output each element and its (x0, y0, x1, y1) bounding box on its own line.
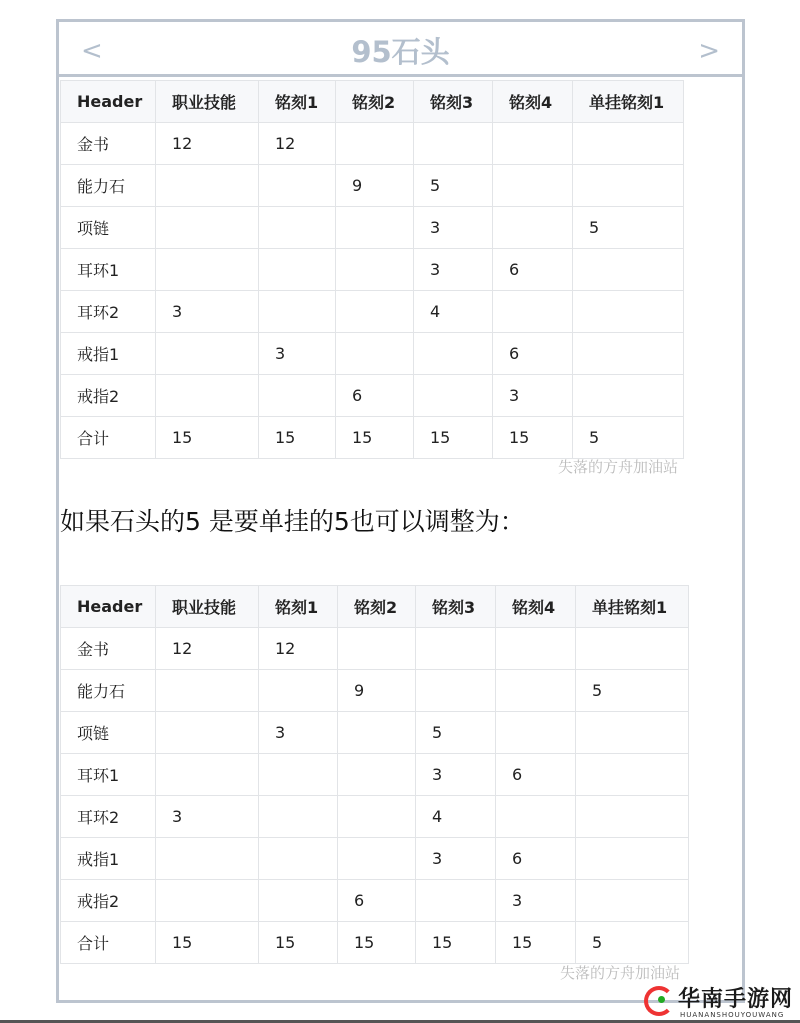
table-cell: 耳环2 (61, 291, 156, 333)
table-cell: 能力石 (61, 165, 156, 207)
table-cell: 12 (259, 628, 338, 670)
table-cell: 3 (414, 207, 493, 249)
table-row (61, 249, 684, 291)
table-cell: 15 (493, 417, 573, 459)
column-header: Header (61, 586, 156, 628)
column-header: 铭刻4 (496, 586, 576, 628)
table-cell (259, 754, 338, 796)
table-cell (338, 712, 416, 754)
table-adjusted (60, 585, 689, 964)
column-header: 铭刻3 (416, 586, 496, 628)
table-cell: 项链 (61, 712, 156, 754)
table-cell (496, 796, 576, 838)
column-header: 职业技能 (156, 81, 259, 123)
table-cell (336, 333, 414, 375)
table-cell (156, 670, 259, 712)
table-cell: 3 (414, 249, 493, 291)
table-cell: 9 (338, 670, 416, 712)
table-cell (156, 207, 259, 249)
table-cell (576, 796, 689, 838)
column-header: 铭刻4 (493, 81, 573, 123)
table-cell: 能力石 (61, 670, 156, 712)
table-cell (414, 123, 493, 165)
table-cell (156, 880, 259, 922)
table-cell (156, 249, 259, 291)
logo-subtext: HUANANSHOUYOUWANG (680, 1011, 785, 1019)
table-row (61, 712, 689, 754)
table-cell (259, 670, 338, 712)
table-row (61, 922, 689, 964)
table-cell (573, 165, 684, 207)
table-cell: 5 (414, 165, 493, 207)
table-cell (259, 838, 338, 880)
logo-dot-icon (658, 996, 665, 1003)
table-cell: 12 (156, 123, 259, 165)
table-cell: 5 (573, 417, 684, 459)
watermark: 失落的方舟加油站 (558, 458, 679, 476)
page-title: 95石头 (351, 35, 450, 69)
table-cell: 5 (576, 670, 689, 712)
table-cell (416, 670, 496, 712)
watermark: 失落的方舟加油站 (560, 964, 681, 982)
table-cell: 6 (338, 880, 416, 922)
table-cell: 金书 (61, 123, 156, 165)
table-cell (259, 291, 336, 333)
table-cell (156, 333, 259, 375)
table-row (61, 796, 689, 838)
table-cell (576, 880, 689, 922)
table-cell (414, 375, 493, 417)
table-cell (156, 375, 259, 417)
table-cell: 戒指2 (61, 880, 156, 922)
table-row (61, 670, 689, 712)
table-cell: 15 (156, 922, 259, 964)
table-cell: 6 (496, 838, 576, 880)
column-header: 职业技能 (156, 586, 259, 628)
table-cell (493, 165, 573, 207)
next-button[interactable]: > (698, 36, 720, 66)
table-cell: 5 (576, 922, 689, 964)
table-cell (259, 375, 336, 417)
table-cell: 3 (416, 754, 496, 796)
table-cell: 戒指1 (61, 838, 156, 880)
table-cell: 6 (496, 754, 576, 796)
column-header: 铭刻2 (338, 586, 416, 628)
table-cell: 4 (414, 291, 493, 333)
table-cell (259, 796, 338, 838)
table-cell (416, 628, 496, 670)
table-cell (573, 291, 684, 333)
table-cell: 5 (573, 207, 684, 249)
table-cell (338, 628, 416, 670)
table-cell: 6 (493, 249, 573, 291)
table-row (61, 880, 689, 922)
table-cell (576, 838, 689, 880)
table-cell (156, 712, 259, 754)
table-cell (573, 123, 684, 165)
table-cell: 项链 (61, 207, 156, 249)
table-row (61, 291, 684, 333)
table-cell (338, 754, 416, 796)
table-cell: 4 (416, 796, 496, 838)
table-cell (496, 670, 576, 712)
note-text: 如果石头的5 是要单挂的5也可以调整为： (60, 507, 525, 536)
table-cell: 15 (496, 922, 576, 964)
column-header: 铭刻1 (259, 81, 336, 123)
table-cell: 3 (156, 796, 259, 838)
table-cell: 合计 (61, 922, 156, 964)
table-cell: 戒指2 (61, 375, 156, 417)
table-cell: 15 (338, 922, 416, 964)
table-cell (156, 754, 259, 796)
table-cell (259, 207, 336, 249)
table-cell: 3 (259, 712, 338, 754)
table-cell (414, 333, 493, 375)
table-cell (576, 754, 689, 796)
table-row (61, 754, 689, 796)
table-cell: 15 (156, 417, 259, 459)
title-bar (59, 22, 742, 77)
table-cell: 耳环2 (61, 796, 156, 838)
table-cell (259, 249, 336, 291)
header-row (61, 81, 684, 123)
table-cell (338, 838, 416, 880)
table-cell: 15 (336, 417, 414, 459)
table-cell (493, 207, 573, 249)
table-cell: 耳环1 (61, 249, 156, 291)
table-cell (336, 207, 414, 249)
table-row (61, 333, 684, 375)
column-header: 铭刻3 (414, 81, 493, 123)
column-header: 单挂铭刻1 (573, 81, 684, 123)
table-cell: 15 (414, 417, 493, 459)
table-cell: 15 (259, 922, 338, 964)
table-cell: 耳环1 (61, 754, 156, 796)
table-cell: 3 (259, 333, 336, 375)
table-row (61, 628, 689, 670)
table-row (61, 417, 684, 459)
table-original (60, 80, 684, 459)
table-row (61, 838, 689, 880)
table-cell (496, 628, 576, 670)
table-cell: 12 (156, 628, 259, 670)
table-cell: 戒指1 (61, 333, 156, 375)
table-cell: 3 (493, 375, 573, 417)
table-cell: 合计 (61, 417, 156, 459)
column-header: Header (61, 81, 156, 123)
table-row (61, 165, 684, 207)
table-row (61, 207, 684, 249)
table-cell (493, 123, 573, 165)
column-header: 单挂铭刻1 (576, 586, 689, 628)
table-cell (259, 165, 336, 207)
table-cell (573, 375, 684, 417)
table-cell (493, 291, 573, 333)
table-cell: 5 (416, 712, 496, 754)
site-logo (640, 982, 800, 1023)
prev-button[interactable]: < (81, 36, 103, 66)
table-cell (573, 249, 684, 291)
column-header: 铭刻1 (259, 586, 338, 628)
table-cell (156, 838, 259, 880)
table-cell: 3 (496, 880, 576, 922)
table-cell (259, 880, 338, 922)
table-cell: 12 (259, 123, 336, 165)
header-row (61, 586, 689, 628)
table-cell (576, 712, 689, 754)
table-cell (576, 628, 689, 670)
table-cell (336, 291, 414, 333)
table-row (61, 123, 684, 165)
table-cell: 金书 (61, 628, 156, 670)
table-cell (496, 712, 576, 754)
table-cell (338, 796, 416, 838)
table-cell: 15 (416, 922, 496, 964)
table-cell: 15 (259, 417, 336, 459)
table-cell: 9 (336, 165, 414, 207)
table-cell: 3 (416, 838, 496, 880)
table-cell (573, 333, 684, 375)
table-cell (156, 165, 259, 207)
column-header: 铭刻2 (336, 81, 414, 123)
table-cell: 3 (156, 291, 259, 333)
table-cell (336, 123, 414, 165)
table-cell (336, 249, 414, 291)
logo-text: 华南手游网 (678, 987, 794, 1012)
table-cell (416, 880, 496, 922)
table-row (61, 375, 684, 417)
table-cell: 6 (493, 333, 573, 375)
table-cell: 6 (336, 375, 414, 417)
